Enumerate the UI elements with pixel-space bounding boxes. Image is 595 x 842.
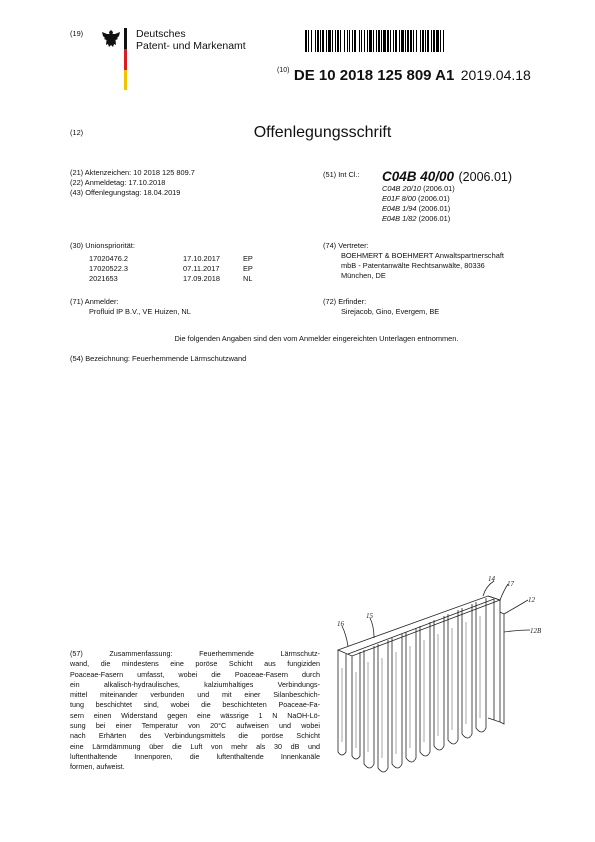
int-cl-year: (2006.01) [423,184,455,193]
abstract-line: sung bei einer Temperatur von 20°C aufweisen und wobei [70,721,320,731]
figure-label: 16 [337,620,344,628]
priority-date: 17.09.2018 [183,274,220,283]
priority-date: 17.10.2017 [183,254,220,263]
int-cl-item [382,214,455,224]
german-flag-bar [124,28,127,90]
priority-country: EP [243,264,253,273]
publication-number-line [277,67,531,85]
abstract-line: wand, die mindestens eine poröse Schicht aus fungiziden [70,659,320,669]
document-type-text: Offenlegungsschrift [253,124,392,141]
office-name-line2: Patent- und Markenamt [136,40,246,52]
agent-line: BOEHMERT & BOEHMERT Anwaltspartnerschaft [341,251,504,260]
inid-code-10: (10) [277,67,290,74]
applicant-notice [0,334,595,344]
office-name-line1: Deutsches [136,28,186,40]
agent-line: mbB - Patentanwälte Rechtsanwälte, 80336 [341,260,485,270]
abstract-line: nach Erhärten des Verbindungsmittels die poröse Schicht [70,731,320,741]
agent-line: München, DE [341,270,386,280]
int-cl-item [382,204,455,214]
figure-label: 12 [528,596,535,604]
abstract-line: (57) Zusammenfassung: Feuerhemmende Lärmschutz- [70,649,320,658]
priority-country: EP [243,254,253,263]
int-cl-code: C04B 20/10 [382,184,422,193]
publication-number: DE 10 2018 125 809 A1 [293,67,455,84]
int-cl-year: (2006.01) [418,193,450,203]
abstract-line: sern einen Widerstand gegen eine wässrige 1 N NaOH-Lö- [70,710,320,720]
inventor: Sirejacob, Gino, Evergem, BE [341,307,440,316]
abstract-line: Poaceae-Fasern umfasst, wobei die Poaceae-Fasern durch [70,669,320,679]
int-cl-main-code: C04B 40/00 [382,169,455,184]
abstract-line: mittel miteinander verbunden und mit einer Silanbeschich- [70,690,320,700]
applicant-label: (71) Anmelder: [70,297,119,306]
abstract-line: formen, aufweist. [70,762,125,772]
applicant-notice-text: Die folgenden Angaben sind den vom Anmelder eingereichten Unterlagen entnommen. [174,334,459,343]
int-cl-code: E01F 8/00 [382,193,416,203]
int-cl-main-year: (2006.01) [458,170,513,184]
int-cl-code: E04B 1/82 [382,213,417,223]
int-cl-list [382,184,455,224]
application-info [70,168,195,198]
priority-number: 17020522.3 [89,264,129,273]
figure-label: 12B [530,627,542,635]
figure-label: 15 [366,612,373,620]
priority-number: 17020476.2 [89,254,129,263]
int-cl-item [382,194,455,204]
applicant: Profluid IP B.V., VE Huizen, NL [89,307,191,316]
int-cl-year: (2006.01) [418,213,451,223]
application-number: (21) Aktenzeichen: 10 2018 125 809.7 [70,168,195,177]
abstract-line: ein alkalisch-hydraulisches, kalziumhaltiges Verbindungs- [70,679,320,689]
patent-office-name [136,28,246,52]
priority-date: 07.11.2017 [183,264,220,273]
priority-label: (30) Unionspriorität: [70,241,135,250]
priority-table [89,254,289,286]
inid-code-19: (19) [70,29,84,38]
int-cl-item [382,184,455,194]
patent-drawing [318,572,558,782]
inventor-label: (72) Erfinder: [323,297,367,306]
invention-title: (54) Bezeichnung: Feuerhemmende Lärmschutzwand [70,354,247,363]
figure-label: 14 [488,575,495,583]
publication-date: 2019.04.18 [460,67,531,83]
inid-code-12: (12) [70,128,84,137]
int-cl-year: (2006.01) [418,203,451,213]
abstract [70,649,320,773]
agent-label: (74) Vertreter: [323,241,369,250]
abstract-line: eine Lärmdämmung über die Luft von mehr als 30 dB und [70,741,320,751]
federal-eagle-icon [101,29,121,51]
filing-date: (22) Anmeldetag: 17.10.2018 [70,177,166,187]
priority-country: NL [243,274,253,283]
document-type-title [0,124,595,142]
publication-day: (43) Offenlegungstag: 18.04.2019 [70,187,181,197]
abstract-line: luftenthaltende Innenporen, die luftenthaltende Innenkanäle [70,751,320,761]
priority-number: 2021653 [89,274,118,283]
int-cl-label: (51) Int Cl.: [323,170,360,179]
agent-block [341,251,504,281]
barcode [305,30,553,52]
abstract-line: tung beschichtet sind, wobei die beschichteten Poaceae-Fa- [70,700,320,710]
figure-label: 17 [507,580,514,588]
int-cl-code: E04B 1/94 [382,203,417,213]
